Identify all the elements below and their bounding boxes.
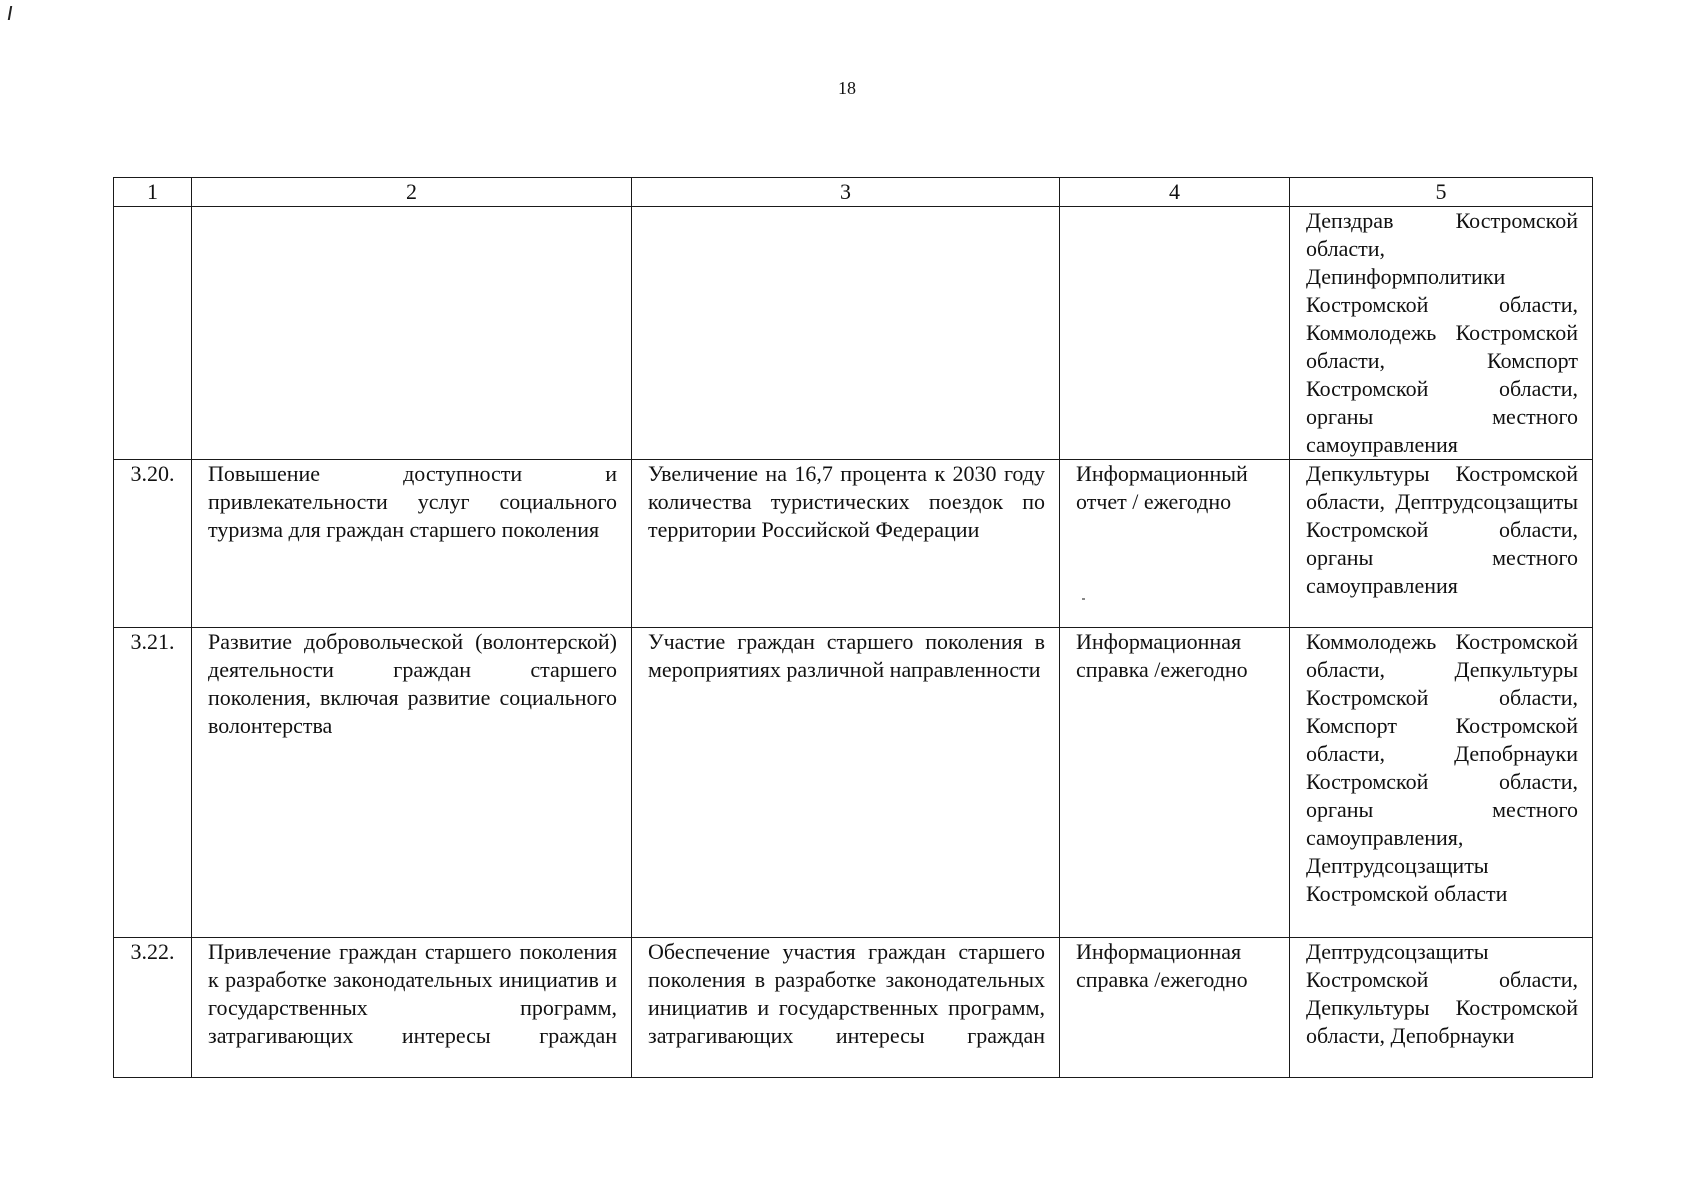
report-cell bbox=[1060, 207, 1290, 460]
table-row bbox=[114, 207, 1593, 460]
executors-cell: Депкультуры Костромской области, Дептрудсоцзащиты Костромской области, органы местного самоуправления bbox=[1290, 460, 1593, 628]
measures-table bbox=[113, 177, 1593, 1078]
executors-cell: Дептрудсоцзащиты Костромской области, Депкультуры Костромской области, Депобрнауки bbox=[1290, 938, 1593, 1078]
column-header-2: 2 bbox=[192, 178, 632, 207]
column-header-1: 1 bbox=[114, 178, 192, 207]
column-header-5: 5 bbox=[1290, 178, 1593, 207]
scan-mark bbox=[8, 6, 12, 20]
result-cell bbox=[632, 207, 1060, 460]
table-header-row bbox=[114, 178, 1593, 207]
column-header-3: 3 bbox=[632, 178, 1060, 207]
scan-speck bbox=[1082, 598, 1085, 600]
measure-cell: Развитие добровольческой (волонтерской) деятельности граждан старшего поколения, включая развитие социального волонтерства bbox=[192, 628, 632, 938]
table-row bbox=[114, 938, 1593, 1078]
row-number: 3.22. bbox=[114, 938, 192, 1078]
row-number: 3.20. bbox=[114, 460, 192, 628]
measure-cell: Привлечение граждан старшего поколения к разработке законодательных инициатив и государственных программ, затрагивающих интересы граждан bbox=[192, 938, 632, 1078]
report-cell: Информационная справка /ежегодно bbox=[1060, 938, 1290, 1078]
row-number: 3.21. bbox=[114, 628, 192, 938]
result-cell: Увеличение на 16,7 процента к 2030 году количества туристических поездок по территории Российской Федерации bbox=[632, 460, 1060, 628]
table-row bbox=[114, 628, 1593, 938]
result-cell: Обеспечение участия граждан старшего поколения в разработке законодательных инициатив и государственных программ, затрагивающих интересы граждан bbox=[632, 938, 1060, 1078]
executors-cell: Депздрав Костромской области, Депинформполитики Костромской области, Коммолодежь Костромской области, Комспорт Костромской области, органы местного самоуправления bbox=[1290, 207, 1593, 460]
row-number bbox=[114, 207, 192, 460]
column-header-4: 4 bbox=[1060, 178, 1290, 207]
result-cell: Участие граждан старшего поколения в мероприятиях различной направленности bbox=[632, 628, 1060, 938]
measure-cell: Повышение доступности и привлекательности услуг социального туризма для граждан старшего поколения bbox=[192, 460, 632, 628]
executors-cell: Коммолодежь Костромской области, Депкультуры Костромской области, Комспорт Костромской области, Депобрнауки Костромской области, органы местного самоуправления, Дептрудсоцзащиты Костромской области bbox=[1290, 628, 1593, 938]
table-row bbox=[114, 460, 1593, 628]
measure-cell bbox=[192, 207, 632, 460]
page-number: 18 bbox=[838, 78, 856, 98]
report-cell: Информационная справка /ежегодно bbox=[1060, 628, 1290, 938]
report-cell: Информационный отчет / ежегодно bbox=[1060, 460, 1290, 628]
